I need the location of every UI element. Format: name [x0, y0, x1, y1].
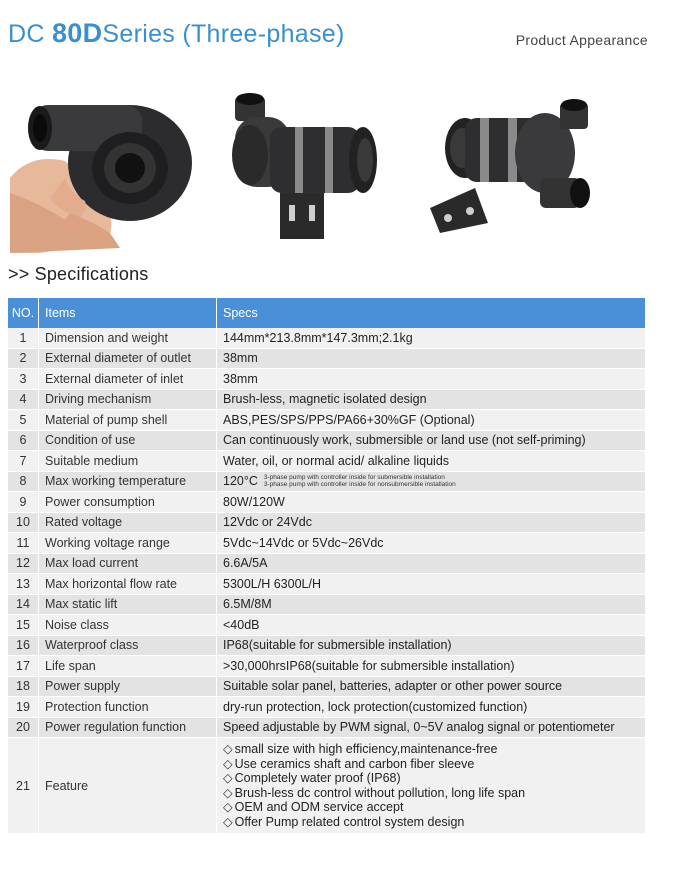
temperature-spec — [223, 474, 639, 488]
row-number: 15 — [8, 615, 39, 636]
row-item: Noise class — [39, 615, 217, 636]
table-row — [8, 676, 646, 697]
row-item: Life span — [39, 656, 217, 677]
row-item: Power consumption — [39, 492, 217, 513]
row-spec: 80W/120W — [217, 492, 646, 513]
row-spec: 38mm — [217, 348, 646, 369]
row-number: 11 — [8, 533, 39, 554]
feature-text: OEM and ODM service accept — [234, 800, 404, 814]
pump-in-hand-image — [10, 83, 200, 253]
table-row — [8, 574, 646, 595]
table-row — [8, 717, 646, 738]
row-item: Protection function — [39, 697, 217, 718]
diamond-bullet-icon: ◇ — [223, 785, 233, 800]
row-spec: dry-run protection, lock protection(customized function) — [217, 697, 646, 718]
title-suffix: Series (Three-phase) — [102, 20, 345, 48]
row-item: Working voltage range — [39, 533, 217, 554]
table-row — [8, 553, 646, 574]
diamond-bullet-icon: ◇ — [223, 800, 233, 814]
page-title — [8, 18, 345, 49]
row-item: Max load current — [39, 553, 217, 574]
feature-item — [223, 815, 639, 830]
row-number: 13 — [8, 574, 39, 595]
table-row — [8, 635, 646, 656]
product-photos — [0, 75, 674, 255]
table-row — [8, 492, 646, 513]
diamond-bullet-icon: ◇ — [223, 756, 233, 771]
temperature-value: 120°C — [223, 474, 258, 489]
row-item: External diameter of outlet — [39, 348, 217, 369]
table-row — [8, 430, 646, 451]
table-row — [8, 369, 646, 390]
table-row — [8, 389, 646, 410]
diamond-bullet-icon: ◇ — [223, 814, 233, 829]
row-item: Waterproof class — [39, 635, 217, 656]
row-item: Max working temperature — [39, 471, 217, 492]
row-number: 8 — [8, 471, 39, 492]
table-row — [8, 656, 646, 677]
row-spec: ABS,PES/SPS/PPS/PA66+30%GF (Optional) — [217, 410, 646, 431]
temperature-note-1: 3-phase pump with controller inside for submersible installation — [263, 474, 445, 482]
row-number: 7 — [8, 451, 39, 472]
table-row — [8, 328, 646, 348]
column-header-no: NO. — [8, 298, 39, 328]
row-spec: Speed adjustable by PWM signal, 0~5V analog signal or potentiometer — [217, 717, 646, 738]
table-row — [8, 471, 646, 492]
row-number: 5 — [8, 410, 39, 431]
feature-item — [223, 786, 639, 801]
row-number: 10 — [8, 512, 39, 533]
diamond-bullet-icon: ◇ — [223, 771, 233, 785]
row-number: 4 — [8, 389, 39, 410]
row-spec: 6.6A/5A — [217, 553, 646, 574]
row-spec: 144mm*213.8mm*147.3mm;2.1kg — [217, 328, 646, 348]
row-number: 17 — [8, 656, 39, 677]
row-spec: 6.5M/8M — [217, 594, 646, 615]
row-number: 1 — [8, 328, 39, 348]
row-item: Max horizontal flow rate — [39, 574, 217, 595]
row-number: 20 — [8, 717, 39, 738]
row-spec: >30,000hrsIP68(suitable for submersible installation) — [217, 656, 646, 677]
row-item: Dimension and weight — [39, 328, 217, 348]
feature-text: Brush-less dc control without pollution, long life span — [234, 785, 526, 800]
row-spec: Brush-less, magnetic isolated design — [217, 389, 646, 410]
feature-item — [223, 757, 639, 772]
row-spec: 5Vdc~14Vdc or 5Vdc~26Vdc — [217, 533, 646, 554]
row-number: 12 — [8, 553, 39, 574]
row-spec: 38mm — [217, 369, 646, 390]
row-number: 6 — [8, 430, 39, 451]
temperature-notes — [264, 474, 456, 488]
pump-with-bracket-image — [225, 87, 395, 247]
table-row — [8, 697, 646, 718]
feature-list — [223, 738, 639, 833]
title-prefix: DC — [8, 20, 52, 48]
row-number: 14 — [8, 594, 39, 615]
page-header — [8, 18, 658, 58]
diamond-bullet-icon: ◇ — [223, 742, 233, 756]
table-row — [8, 512, 646, 533]
feature-text: Offer Pump related control system design — [234, 814, 465, 829]
column-header-items: Items — [39, 298, 217, 328]
row-item: Power supply — [39, 676, 217, 697]
table-row — [8, 738, 646, 834]
row-number: 18 — [8, 676, 39, 697]
row-number: 9 — [8, 492, 39, 513]
row-number: 16 — [8, 635, 39, 656]
row-item: Max static lift — [39, 594, 217, 615]
feature-text: Completely water proof (IP68) — [234, 771, 401, 785]
title-model: 80D — [51, 18, 103, 48]
table-body — [8, 328, 646, 834]
row-item: Suitable medium — [39, 451, 217, 472]
row-item: External diameter of inlet — [39, 369, 217, 390]
row-number: 2 — [8, 348, 39, 369]
table-row — [8, 533, 646, 554]
row-item: Driving mechanism — [39, 389, 217, 410]
feature-text: small size with high efficiency,maintenance-free — [234, 742, 498, 756]
row-spec: Suitable solar panel, batteries, adapter or other power source — [217, 676, 646, 697]
row-item: Rated voltage — [39, 512, 217, 533]
table-row — [8, 615, 646, 636]
row-spec — [217, 471, 646, 492]
specifications-heading: >> Specifications — [8, 264, 149, 284]
feature-item — [223, 771, 639, 786]
table-header-row — [8, 298, 646, 328]
feature-text: Use ceramics shaft and carbon fiber sleeve — [234, 756, 475, 771]
product-appearance-label: Product Appearance — [515, 32, 648, 48]
feature-item — [223, 800, 639, 815]
table-row — [8, 348, 646, 369]
table-row — [8, 594, 646, 615]
row-spec — [217, 738, 646, 834]
pump-rear-view-image — [420, 93, 600, 243]
row-spec: 12Vdc or 24Vdc — [217, 512, 646, 533]
feature-item — [223, 742, 639, 757]
row-item: Condition of use — [39, 430, 217, 451]
row-item: Material of pump shell — [39, 410, 217, 431]
table-row — [8, 451, 646, 472]
row-item: Power regulation function — [39, 717, 217, 738]
row-spec: <40dB — [217, 615, 646, 636]
row-item: Feature — [39, 738, 217, 834]
column-header-specs: Specs — [217, 298, 646, 328]
row-spec: Can continuously work, submersible or land use (not self-priming) — [217, 430, 646, 451]
temperature-note-2: 3-phase pump with controller inside for nonsubmersible installation — [263, 481, 456, 489]
row-number: 3 — [8, 369, 39, 390]
table-row — [8, 410, 646, 431]
row-number: 19 — [8, 697, 39, 718]
row-spec: Water, oil, or normal acid/ alkaline liquids — [217, 451, 646, 472]
row-spec: IP68(suitable for submersible installation) — [217, 635, 646, 656]
row-spec: 5300L/H 6300L/H — [217, 574, 646, 595]
specifications-table — [8, 298, 646, 834]
row-number: 21 — [8, 738, 39, 834]
